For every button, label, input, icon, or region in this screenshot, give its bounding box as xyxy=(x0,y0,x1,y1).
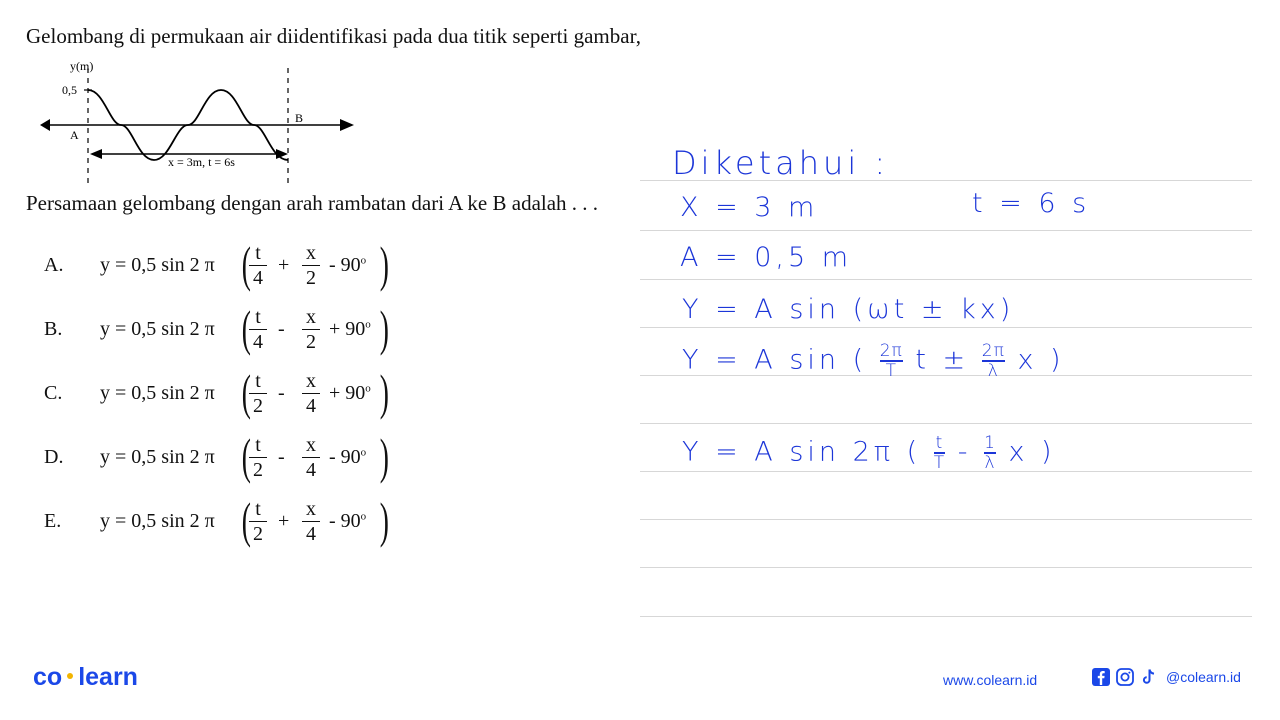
handwritten-t-given: t = 6 s xyxy=(972,188,1091,219)
option-letter: E. xyxy=(44,510,62,532)
option-a[interactable] xyxy=(44,236,464,296)
x-axis-arrow xyxy=(340,119,354,131)
option-e[interactable] xyxy=(44,492,464,552)
notebook-rule xyxy=(640,423,1252,424)
handwritten-a-given: A = 0,5 m xyxy=(680,242,853,273)
option-prefix: y = 0,5 sin 2 π xyxy=(100,510,215,532)
facebook-icon[interactable] xyxy=(1092,668,1110,686)
fraction-x: $\frac{x}{2}$ xyxy=(302,306,320,353)
fraction-t: $\frac{t}{2}$ xyxy=(249,434,267,481)
option-sign: - xyxy=(278,318,285,340)
option-sign: - xyxy=(278,382,285,404)
y-axis-label: y(m) xyxy=(70,59,94,73)
fraction-t: $\frac{t}{4}$ xyxy=(249,306,267,353)
logo-dot xyxy=(67,673,73,679)
option-letter: A. xyxy=(44,254,64,276)
website-link[interactable]: www.colearn.id xyxy=(943,672,1038,688)
fraction-x: $\frac{x}{2}$ xyxy=(302,242,320,289)
right-paren: ) xyxy=(379,236,389,292)
point-a-label: A xyxy=(70,128,79,142)
point-b-label: B xyxy=(295,111,304,125)
fraction-t: $\frac{t}{2}$ xyxy=(249,370,267,417)
handwritten-eq2: Y = A sin ( $\frac{2\pi}{T}$ t ± $\frac{2\pi}{\lambda}$ x ) xyxy=(682,341,1065,381)
option-prefix: y = 0,5 sin 2 π xyxy=(100,382,215,404)
right-paren: ) xyxy=(379,364,389,420)
option-b[interactable] xyxy=(44,300,464,360)
notebook-rule xyxy=(640,616,1252,617)
notebook-rule xyxy=(640,519,1252,520)
notebook-rule xyxy=(640,327,1252,328)
option-letter: D. xyxy=(44,446,64,468)
right-paren: ) xyxy=(379,428,389,484)
handwritten-eq3: Y = A sin 2π ( $\frac{t}{T}$ - $\frac{1}{\lambda}$ x ) xyxy=(682,433,1056,473)
left-paren: ( xyxy=(241,236,251,292)
option-prefix: y = 0,5 sin 2 π xyxy=(100,318,215,340)
wave-figure xyxy=(40,56,370,191)
left-paren: ( xyxy=(241,492,251,548)
notebook-rule xyxy=(640,230,1252,231)
option-letter: C. xyxy=(44,382,63,404)
fraction-x: $\frac{x}{4}$ xyxy=(302,370,320,417)
right-paren: ) xyxy=(379,492,389,548)
option-phase: + $90^o$ xyxy=(329,382,371,404)
colearn-logo[interactable]: co learn xyxy=(33,663,138,691)
option-sign: + xyxy=(278,254,290,276)
fraction-t: $\frac{t}{2}$ xyxy=(249,498,267,545)
social-handle[interactable]: @colearn.id xyxy=(1166,669,1241,685)
option-phase: - 90$^o$ xyxy=(329,510,367,532)
social-links xyxy=(1092,668,1241,686)
handwritten-heading: Diketahui : xyxy=(672,144,890,182)
option-phase: - 90$^o$ xyxy=(329,446,367,468)
left-paren: ( xyxy=(241,300,251,356)
right-paren: ) xyxy=(379,300,389,356)
option-letter: B. xyxy=(44,318,63,340)
notebook-rule xyxy=(640,567,1252,568)
option-c[interactable] xyxy=(44,364,464,424)
distance-arrow-left xyxy=(90,149,102,159)
option-phase: + $90^o$ xyxy=(329,318,371,340)
left-paren: ( xyxy=(241,428,251,484)
question-text: Gelombang di permukaan air diidentifikasi pada dua titik seperti gambar, xyxy=(26,24,641,48)
instagram-icon[interactable] xyxy=(1116,668,1134,686)
notebook-rule xyxy=(640,279,1252,280)
fraction-x: $\frac{x}{4}$ xyxy=(302,498,320,545)
question-prompt: Persamaan gelombang dengan arah rambatan dari A ke B adalah . . . xyxy=(26,191,599,215)
option-sign: - xyxy=(278,446,285,468)
option-phase: - 90$^o$ xyxy=(329,254,367,276)
fraction-t: $\frac{t}{4}$ xyxy=(249,242,267,289)
option-d[interactable] xyxy=(44,428,464,488)
distance-label: x = 3m, t = 6s xyxy=(168,155,235,169)
left-paren: ( xyxy=(241,364,251,420)
handwritten-eq1: Y = A sin (ωt ± kx) xyxy=(682,294,1015,325)
tiktok-icon[interactable] xyxy=(1140,668,1158,686)
fraction-x: $\frac{x}{4}$ xyxy=(302,434,320,481)
amplitude-label: 0,5 xyxy=(62,83,77,97)
x-axis-left-arrow xyxy=(40,119,50,131)
option-prefix: y = 0,5 sin 2 π xyxy=(100,254,215,276)
option-prefix: y = 0,5 sin 2 π xyxy=(100,446,215,468)
option-sign: + xyxy=(278,510,290,532)
handwritten-x-given: X = 3 m xyxy=(680,192,819,223)
